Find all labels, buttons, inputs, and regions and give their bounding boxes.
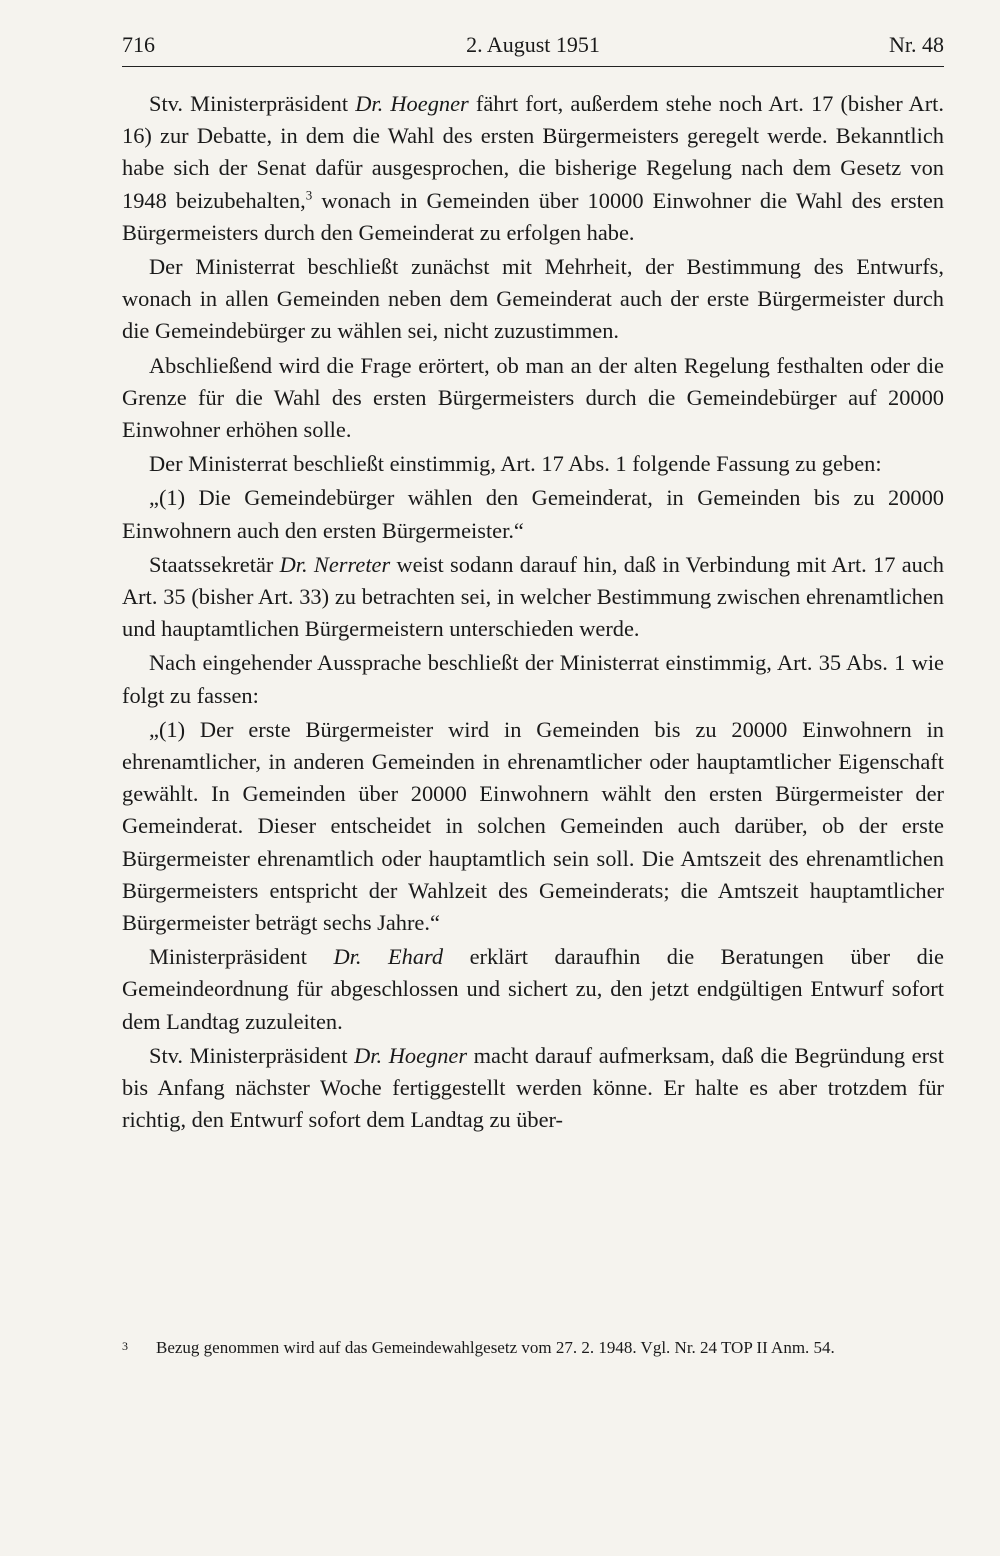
paragraph: Ministerpräsident Dr. Ehard erklärt daraufhin die Beratungen über die Gemeindeordnung für abgeschlossen und sichert zu, den jetzt endgültigen Entwurf sofort dem Landtag zuzuleiten. <box>122 944 944 1034</box>
paragraph: Der Ministerrat beschließt einstimmig, Art. 17 Abs. 1 folgende Fassung zu geben: <box>149 451 882 477</box>
speaker-name: Dr. Nerreter <box>279 551 391 577</box>
speaker-name: Dr. Hoegner <box>354 1042 468 1068</box>
footnote-number: 3 <box>122 1339 128 1353</box>
footnote <box>122 1336 944 1360</box>
paragraph: Nach eingehender Aussprache beschließt der Ministerrat einstimmig, Art. 35 Abs. 1 wie folgt zu fassen: <box>122 650 944 708</box>
quoted-article-text: „(1) Die Gemeindebürger wählen den Gemeinderat, in Gemeinden bis zu 20000 Einwohnern auch den ersten Bürgermeister.“ <box>122 485 944 543</box>
header-date: 2. August 1951 <box>466 32 600 57</box>
page-number: 716 <box>122 32 155 57</box>
speaker-name: Dr. Hoegner <box>355 91 469 116</box>
paragraph: Stv. Ministerpräsident Dr. Hoegner fährt fort, außerdem stehe noch Art. 17 (bisher Art. 16) zur Debatte, in dem die Wahl des ersten Bürgermeisters geregelt werde. Bekanntlich habe sich der Senat dafür ausgesprochen, die bisherige Regelung nach dem Gesetz von 1948 beizubehalten,$^3$ wonach in Gemeinden über 10000 Einwohner die Wahl des ersten Bürgermeisters durch den Gemeinderat zu erfolgen habe. <box>122 91 945 245</box>
footnote-text: Bezug genommen wird auf das Gemeindewahlgesetz vom 27. 2. 1948. Vgl. Nr. 24 TOP II Anm. 54. <box>156 1338 835 1357</box>
paragraph: Der Ministerrat beschließt zunächst mit Mehrheit, der Bestimmung des Entwurfs, wonach in allen Gemeinden neben dem Gemeinderat auch der erste Bürgermeister durch die Gemeindebürger zu wählen sei, nicht zuzustimmen. <box>122 254 944 344</box>
quoted-article-text: „(1) Der erste Bürgermeister wird in Gemeinden bis zu 20000 Einwohnern in ehrenamtlicher, in anderen Gemeinden in ehrenamtlicher oder hauptamtlicher Eigenschaft gewählt. In Gemeinden über 20000 Einwohnern wählt den ersten Bürgermeister der Gemeinderat. Dieser entscheidet in solchen Gemeinden auch darüber, ob der erste Bürgermeister ehrenamtlich oder hauptamtlich sein soll. Die Amtszeit des ehrenamtlichen Bürgermeisters entspricht der Wahlzeit des Gemeinderats; die Amtszeit hauptamtlicher Bürgermeister beträgt sechs Jahre.“ <box>122 716 944 936</box>
speaker-name: Dr. Ehard <box>333 944 444 970</box>
header-issue: Nr. 48 <box>889 32 944 57</box>
paragraph: Stv. Ministerpräsident Dr. Hoegner macht darauf aufmerksam, daß die Begründung erst bis Anfang nächster Woche fertiggestellt werden könne. Er halte es aber trotzdem für richtig, den Entwurf sofort dem Landtag zu über- <box>122 1042 944 1133</box>
page-header <box>122 30 944 67</box>
footnote-ref[interactable]: 3 <box>305 187 313 203</box>
paragraph: Staatssekretär Dr. Nerreter weist sodann darauf hin, daß in Verbindung mit Art. 17 auch Art. 35 (bisher Art. 33) zu betrachten sei, in welcher Bestimmung zwischen ehrenamtlichen und hauptamtlichen Bürgermeistern unterschieden werde. <box>122 551 945 642</box>
main-text <box>122 88 944 1139</box>
paragraph: Abschließend wird die Frage erörtert, ob man an der alten Regelung festhalten oder die Grenze für die Wahl des ersten Bürgermeisters durch die Gemeindebürger auf 20000 Einwohner erhöhen solle. <box>122 352 944 443</box>
